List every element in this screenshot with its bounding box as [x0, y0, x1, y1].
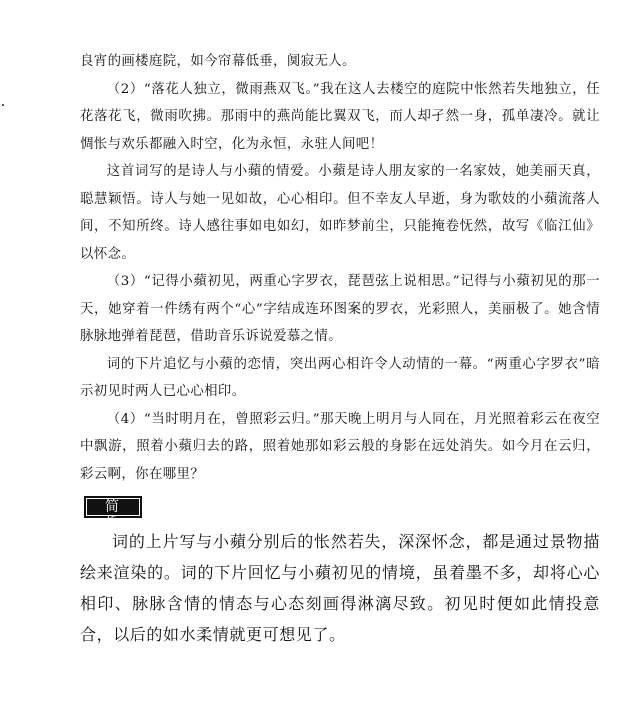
paragraph-continuation: 良宵的画楼庭院，如今帘幕低垂，阒寂无人。	[80, 54, 356, 69]
paragraph-background: 这首词写的是诗人与小蘋的情爱。小蘋是诗人朋友家的一名家妓，她美丽天真，聪慧颖悟。诗人与她一见如故，心心相印。但不幸友人早逝，身为歌妓的小蘋流落人间，不知所终。诗人感往事如电如幻，如昨梦前尘，只能掩卷怃然，故写《临江仙》以怀念。	[80, 164, 600, 262]
paragraph-lower-stanza: 词的下片追忆与小蘋的恋情，突出两心相许令人动情的一幕。“两重心字罗衣”暗示初见时两人已心心相印。	[80, 356, 600, 399]
commentary-block	[80, 48, 600, 488]
scan-speck	[2, 104, 4, 106]
section-heading-box	[84, 496, 142, 531]
section-heading: 简 析	[87, 499, 139, 515]
paragraph-note-3: （3）“记得小蘋初见，两重心字罗衣，琵琶弦上说相思。”记得与小蘋初见的那一天，她穿着一件绣有两个“心”字结成连环图案的罗衣，光彩照人，美丽极了。她含情脉脉地弹着琵琶，借助音乐诉说爱慕之情。	[80, 274, 600, 344]
paragraph-note-4: （4）“当时明月在，曾照彩云归。”那天晚上明月与人同在，月光照着彩云在夜空中飘游，照着小蘋归去的路，照着她那如彩云般的身影在远处消失。如今月在云归，彩云啊，你在哪里？	[80, 411, 600, 482]
analysis-paragraph: 词的上片写与小蘋分别后的怅然若失，深深怀念，都是通过景物描绘来渲染的。词的下片回忆与小蘋初见的情境，虽着墨不多，却将心心相印、脉脉含情的情态与心态刻画得淋漓尽致。初见时便如此情投意合，以后的如水柔情就更可想见了。	[80, 532, 600, 644]
paragraph-note-2: （2）“落花人独立，微雨燕双飞。”我在这人去楼空的庭院中怅然若失地独立，任花落花飞，微雨吹拂。那雨中的燕尚能比翼双飞，而人却孑然一身，孤单凄冷。就让惆怅与欢乐都融入时空，化为永恒，永驻人间吧！	[80, 81, 600, 152]
